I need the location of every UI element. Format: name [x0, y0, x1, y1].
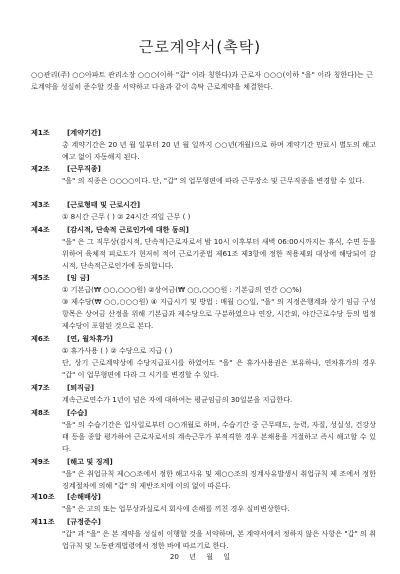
- article-heading: [근로형태 및 근로시간]: [67, 200, 141, 209]
- article-heading: [손해배상]: [67, 492, 101, 501]
- article-5: [31, 272, 376, 332]
- article-6: [31, 333, 376, 381]
- article-text: ① 기본급(₩ ○○,○○○원) ②상여금(₩ ○○,○○○원 : 기본급의 연간 ○○%): [62, 285, 302, 294]
- document-title: 근로계약서(촉탁): [138, 38, 262, 56]
- article-heading: [연, 월차휴가]: [67, 334, 113, 343]
- article-number: 제2조: [31, 164, 50, 173]
- article-heading: [퇴직금]: [67, 383, 95, 392]
- article-text: "을" 은 그 직무상(감시적, 단속적)근로자로서 밤 10시 이후부터 새벽 06:00시까지는 휴식, 수면 등을 위하여 육체적 피로도가 현저히 적어 근로기준법 제61조 제3항에 정한 적용제외 대상에 해당되어 감시적, 단속적근로인가에 동의합니다.: [62, 237, 376, 270]
- article-text: "을" 의 직종은 ○○○○이다. 단, "갑" 의 업무형편에 따라 근무장소 및 근무직종을 변경할 수 있다.: [62, 176, 365, 185]
- article-number: 제11조: [31, 517, 55, 526]
- signature-date: 20 년 월 일: [169, 552, 231, 561]
- article-heading: [해고 및 징계]: [67, 457, 113, 466]
- article-number: 제10조: [31, 492, 55, 501]
- article-heading: [근무직종]: [67, 164, 101, 173]
- article-10: [31, 491, 376, 515]
- article-text: ③ 제수당(₩ ○○,○○○원) ④ 지급시기 및 방법 : 매월 ○○일, "을" 의 지정은행계좌 상기 임금 구성항목은 상여금 산정을 위해 기본급과 제수당으로 구분하였으나 연장, 시간외, 야간근로수당 등의 법정 제수당이 포함된 것으로 본다.: [62, 297, 376, 330]
- article-heading: [계약기간]: [67, 128, 101, 137]
- article-text: 단, 상기 근로계약상에 수당지급표시를 하였어도 "을" 은 휴가사용권은 보유하나, 연차휴가의 경우 "갑" 이 업무형편에 다라 그 시기를 변경할 수 있다.: [62, 358, 376, 379]
- article-1: [31, 127, 376, 163]
- article-number: 제9조: [31, 457, 50, 466]
- article-2: [31, 163, 376, 187]
- article-number: 제5조: [31, 273, 50, 282]
- article-9: [31, 456, 376, 492]
- intro-paragraph: ○○관리(주) ○○아파트 관리소장 ○○○(이하 "갑" 이라 칭한다)과 근로자 ○○○(이하 "을" 이라 칭한다)는 근로계약을 성실히 준수할 것을 서약하고 다음과 같이 촉탁 근로계약을 체결한다.: [31, 70, 373, 91]
- article-number: 제7조: [31, 383, 50, 392]
- article-7: [31, 382, 376, 406]
- article-number: 제1조: [31, 128, 50, 137]
- article-text: "갑" 과 "을" 은 본 계약을 성실히 이행할 것을 서약하며, 본 계약서에서 정하지 않은 사항은 "갑" 의 취업규칙 및 노동관계법령에서 정한 바에 따르기로 한다.: [62, 529, 376, 550]
- article-text: 총 계약기간은 20 년 월 일부터 20 년 월 일까지 ○○년(개월)으로 하며 계약기간 만료시 별도의 해고예고 없이 자동해지 된다.: [62, 140, 376, 161]
- article-3: [31, 199, 376, 223]
- article-heading: [수습]: [67, 408, 88, 417]
- article-4: [31, 224, 376, 272]
- article-text: "을" 은 취업규칙 제○○조에서 정한 해고사유 및 제○○조의 징계사유발생시 취업규칙 제 조에서 정한 징계절차에 의해 "갑" 의 제반조치에 이의 없이 따른다.: [62, 469, 376, 490]
- article-heading: [임 금]: [67, 273, 90, 282]
- article-text: "을" 의 수습기간은 입사일로부터 ○○개월로 하며, 수습기간 중 근무태도, 능력, 자질, 성실성, 건강상태 등을 종합 평가하여 근로자로서의 계속근무가 부적격한 경우 본채용을 거절하고 즉시 해고할 수 있다.: [62, 420, 376, 453]
- article-text: ① 휴가사용 ( ) ② 수당으로 지급 ( ): [62, 346, 173, 355]
- article-8: [31, 407, 376, 455]
- article-text: ① 8시간 근무 ( ) ② 24시간 격일 근무 ( ): [62, 212, 191, 221]
- article-number: 제6조: [31, 334, 50, 343]
- article-number: 제3조: [31, 200, 50, 209]
- article-number: 제4조: [31, 225, 50, 234]
- article-number: 제8조: [31, 408, 50, 417]
- article-heading: [감시적, 단속적 근로인가에 대한 동의]: [67, 225, 189, 234]
- article-11: [31, 516, 376, 552]
- article-text: "을" 은 고의 또는 업무상과실로서 회사에 손해를 끼친 경우 실비변상한다.: [62, 504, 290, 513]
- article-text: 계속근로연수가 1년이 넘은 자에 대하여는 평균임금의 30일분을 지급한다.: [62, 395, 293, 404]
- article-heading: [규정준수]: [67, 517, 101, 526]
